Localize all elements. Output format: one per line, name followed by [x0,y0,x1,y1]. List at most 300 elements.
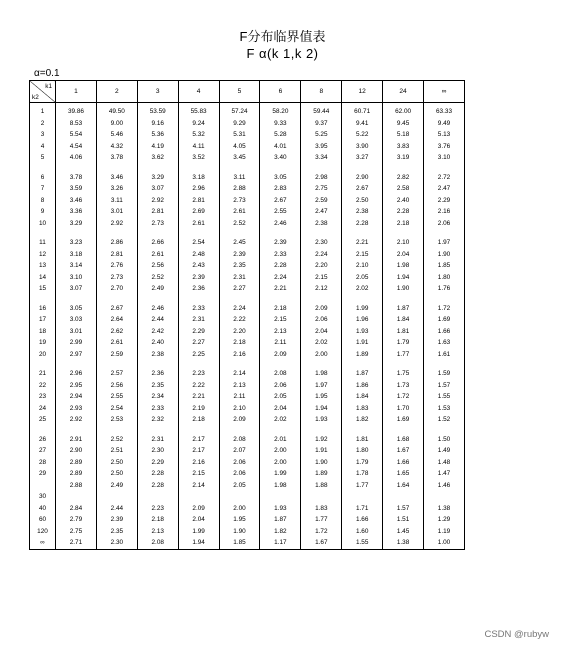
spacer-cell [424,229,465,237]
spacer-cell [96,229,137,237]
table-cell: 1.87 [342,368,383,380]
table-cell: 5.32 [178,129,219,141]
table-cell: 2.54 [96,403,137,415]
table-cell: 3.52 [178,152,219,164]
table-cell: 1.90 [424,249,465,261]
table-cell: 2.73 [96,272,137,284]
table-cell: 2.22 [178,380,219,392]
table-cell: 2.61 [178,218,219,230]
table-cell: 2.08 [260,368,301,380]
table-cell: 1.69 [424,314,465,326]
table-cell: 3.29 [56,218,97,230]
table-cell: 2.29 [424,195,465,207]
table-cell [219,491,260,503]
table-cell: 2.19 [178,403,219,415]
table-cell: 2.24 [301,249,342,261]
table-cell: 2.09 [301,303,342,315]
table-row [30,349,465,361]
table-row [30,445,465,457]
table-cell: 3.45 [219,152,260,164]
table-cell: 2.73 [219,195,260,207]
table-cell: 2.96 [178,183,219,195]
table-cell: 2.04 [383,249,424,261]
table-cell: 2.89 [56,468,97,480]
table-cell: 2.96 [56,368,97,380]
table-cell: 1.85 [424,260,465,272]
table-cell: 2.07 [219,445,260,457]
table-cell: 2.01 [260,434,301,446]
table-cell: 2.05 [260,391,301,403]
spacer-cell [137,229,178,237]
table-cell: 2.08 [219,434,260,446]
table-cell: 2.30 [301,237,342,249]
table-cell: 1.90 [219,526,260,538]
table-cell: 63.33 [424,103,465,118]
table-cell: 1.46 [424,480,465,492]
table-cell: 2.10 [383,237,424,249]
table-cell: 2.79 [56,514,97,526]
spacer-cell [424,360,465,368]
table-cell: 3.78 [56,172,97,184]
table-cell: 2.27 [178,337,219,349]
table-cell: 2.52 [137,272,178,284]
table-cell: 1.93 [260,503,301,515]
table-cell: 1.38 [424,503,465,515]
spacer-cell [30,164,56,172]
table-cell: 2.05 [219,480,260,492]
row-header-k2: 23 [30,391,56,403]
table-cell: 9.33 [260,118,301,130]
table-cell: 2.81 [96,249,137,261]
table-cell: 1.17 [260,537,301,549]
table-cell: 1.79 [383,337,424,349]
row-header-k2: ∞ [30,537,56,549]
table-row [30,457,465,469]
table-cell: 1.90 [383,283,424,295]
spacer-cell [96,426,137,434]
table-cell: 2.10 [219,403,260,415]
spacer-cell [219,426,260,434]
table-row [30,249,465,261]
table-cell: 3.01 [96,206,137,218]
table-cell: 2.16 [178,457,219,469]
table-cell: 2.59 [301,195,342,207]
spacer-cell [342,164,383,172]
table-cell: 2.98 [301,172,342,184]
table-cell: 2.28 [342,218,383,230]
table-cell: 2.09 [260,349,301,361]
row-header-k2: 120 [30,526,56,538]
table-cell: 9.16 [137,118,178,130]
spacer-cell [383,360,424,368]
spacer-cell [424,426,465,434]
table-cell: 2.52 [96,434,137,446]
spacer-cell [178,295,219,303]
table-row [30,195,465,207]
spacer-cell [301,164,342,172]
table-cell: 1.91 [301,445,342,457]
table-cell: 2.38 [342,206,383,218]
table-row [30,403,465,415]
table-cell: 2.11 [260,337,301,349]
alpha-label: α=0.1 [34,68,60,79]
table-cell: 2.69 [178,206,219,218]
table-cell: 1.72 [301,526,342,538]
table-cell: 2.94 [56,391,97,403]
spacer-cell [56,360,97,368]
table-cell: 2.88 [56,480,97,492]
table-cell: 2.40 [383,195,424,207]
table-cell: 2.35 [96,526,137,538]
table-cell: 1.78 [342,468,383,480]
table-cell: 1.82 [342,414,383,426]
spacer-cell [383,426,424,434]
table-cell: 3.07 [137,183,178,195]
table-row [30,129,465,141]
table-cell: 3.59 [56,183,97,195]
row-header-k2: 20 [30,349,56,361]
table-cell: 1.70 [383,403,424,415]
table-cell: 2.50 [342,195,383,207]
table-header-row [30,81,465,103]
spacer-cell [260,426,301,434]
table-cell: 1.85 [219,537,260,549]
table-cell [342,491,383,503]
row-header-k2: 13 [30,260,56,272]
table-row [30,152,465,164]
table-spacer-row [30,360,465,368]
table-row [30,368,465,380]
table-cell: 1.51 [383,514,424,526]
table-cell: 2.51 [96,445,137,457]
spacer-cell [56,426,97,434]
table-cell: 2.59 [96,349,137,361]
spacer-cell [96,295,137,303]
table-cell: 2.15 [301,272,342,284]
spacer-cell [30,295,56,303]
spacer-cell [383,229,424,237]
table-cell: 2.83 [260,183,301,195]
table-cell: 2.18 [178,414,219,426]
table-cell: 3.05 [56,303,97,315]
table-cell: 1.00 [424,537,465,549]
table-cell: 1.94 [178,537,219,549]
table-spacer-row [30,295,465,303]
table-cell: 3.46 [56,195,97,207]
table-cell: 9.00 [96,118,137,130]
table-cell: 1.94 [301,403,342,415]
row-header-k2: 29 [30,468,56,480]
table-row [30,337,465,349]
table-cell: 2.30 [96,537,137,549]
table-cell: 2.56 [96,380,137,392]
table-cell: 3.90 [342,141,383,153]
row-header-k2: 3 [30,129,56,141]
table-cell: 3.78 [96,152,137,164]
table-cell: 2.81 [178,195,219,207]
table-cell: 2.67 [96,303,137,315]
table-cell: 2.88 [219,183,260,195]
spacer-cell [96,164,137,172]
table-cell: 1.99 [178,526,219,538]
table-cell: 3.26 [96,183,137,195]
table-cell: 2.42 [137,326,178,338]
table-row [30,103,465,118]
table-cell: 2.14 [219,368,260,380]
table-cell: 2.49 [96,480,137,492]
spacer-cell [383,295,424,303]
table-cell: 1.92 [301,434,342,446]
row-header-k2: 21 [30,368,56,380]
table-cell: 2.13 [219,380,260,392]
table-cell: 9.49 [424,118,465,130]
row-header-k2: 60 [30,514,56,526]
table-cell: 2.53 [96,414,137,426]
table-cell: 2.17 [178,445,219,457]
table-cell: 2.82 [383,172,424,184]
table-cell [301,491,342,503]
spacer-cell [260,360,301,368]
table-row [30,380,465,392]
table-cell: 3.03 [56,314,97,326]
table-cell: 1.67 [383,445,424,457]
row-header-k2: 12 [30,249,56,261]
table-cell: 4.01 [260,141,301,153]
table-cell: 2.71 [56,537,97,549]
table-cell: 2.35 [137,380,178,392]
table-cell: 2.38 [301,218,342,230]
table-cell: 2.23 [137,503,178,515]
table-cell: 1.98 [383,260,424,272]
table-cell: 5.13 [424,129,465,141]
table-cell: 9.29 [219,118,260,130]
table-cell: 4.06 [56,152,97,164]
table-cell: 2.46 [260,218,301,230]
table-cell: 1.52 [424,414,465,426]
table-cell: 2.00 [260,445,301,457]
table-cell: 2.33 [260,249,301,261]
table-cell: 2.31 [178,314,219,326]
table-cell: 1.77 [383,349,424,361]
page-title: F分布临界值表 [239,29,326,44]
table-row [30,272,465,284]
table-cell: 3.27 [342,152,383,164]
table-cell: 2.92 [137,195,178,207]
table-cell: 2.02 [342,283,383,295]
spacer-cell [56,295,97,303]
row-header-k2: 4 [30,141,56,153]
table-cell: 3.14 [56,260,97,272]
table-cell: 2.06 [301,314,342,326]
table-cell: 1.66 [342,514,383,526]
row-header-k2: 27 [30,445,56,457]
table-cell: 1.81 [383,326,424,338]
table-cell: 3.18 [178,172,219,184]
table-cell: 1.89 [342,349,383,361]
watermark: CSDN @rubyw [484,629,549,640]
table-cell: 8.53 [56,118,97,130]
table-cell: 1.49 [424,445,465,457]
table-cell: 1.95 [301,391,342,403]
table-cell: 1.67 [301,537,342,549]
row-header-k2: 15 [30,283,56,295]
table-cell: 3.40 [260,152,301,164]
table-cell: 2.36 [137,368,178,380]
table-cell: 1.80 [342,445,383,457]
table-cell: 2.46 [137,303,178,315]
table-cell: 5.25 [301,129,342,141]
table-cell: 1.87 [260,514,301,526]
table-cell: 1.98 [301,368,342,380]
table-cell: 2.24 [260,272,301,284]
table-cell: 2.00 [301,349,342,361]
table-cell: 2.06 [260,380,301,392]
table-cell: 2.61 [137,249,178,261]
table-cell: 2.92 [96,218,137,230]
table-row [30,237,465,249]
table-cell: 2.36 [178,283,219,295]
table-spacer-row [30,229,465,237]
table-row [30,468,465,480]
row-header-k2: 5 [30,152,56,164]
table-cell: 1.79 [342,457,383,469]
table-cell: 3.83 [383,141,424,153]
table-cell: 2.33 [137,403,178,415]
table-cell: 2.11 [219,391,260,403]
table-cell: 2.30 [137,445,178,457]
table-cell: 3.07 [56,283,97,295]
table-cell: 2.20 [301,260,342,272]
table-cell: 2.16 [219,349,260,361]
table-cell: 4.11 [178,141,219,153]
table-cell: 5.36 [137,129,178,141]
table-cell: 2.76 [96,260,137,272]
table-cell: 2.20 [219,326,260,338]
table-cell: 2.91 [56,434,97,446]
table-cell: 59.44 [301,103,342,118]
table-cell: 2.34 [137,391,178,403]
spacer-cell [342,229,383,237]
table-cell: 2.06 [424,218,465,230]
table-cell: 2.17 [178,434,219,446]
table-cell: 1.96 [342,314,383,326]
table-cell: 1.80 [424,272,465,284]
table-cell: 1.93 [342,326,383,338]
spacer-cell [178,164,219,172]
table-row [30,480,465,492]
table-cell: 2.14 [178,480,219,492]
table-cell: 2.89 [56,457,97,469]
table-cell: 3.10 [424,152,465,164]
table-cell: 3.29 [137,172,178,184]
table-cell: 2.50 [96,457,137,469]
spacer-cell [96,360,137,368]
table-cell: 2.02 [260,414,301,426]
spacer-cell [56,229,97,237]
column-header: 1 [56,81,97,103]
spacer-cell [30,229,56,237]
table-cell: 2.15 [178,468,219,480]
table-cell: 3.34 [301,152,342,164]
table-cell: 1.38 [383,537,424,549]
table-cell: 2.44 [96,503,137,515]
table-cell: 2.39 [178,272,219,284]
table-cell: 1.61 [424,349,465,361]
column-header: 12 [342,81,383,103]
row-header-k2: 8 [30,195,56,207]
table-cell: 2.28 [260,260,301,272]
row-header-k2: 40 [30,503,56,515]
table-cell: 2.29 [137,457,178,469]
table-row [30,326,465,338]
table-cell: 1.89 [301,468,342,480]
spacer-cell [424,295,465,303]
table-cell: 1.75 [383,368,424,380]
table-cell: 49.50 [96,103,137,118]
table-cell: 1.45 [383,526,424,538]
table-cell: 1.73 [383,380,424,392]
table-cell: 1.69 [383,414,424,426]
spacer-cell [383,164,424,172]
table-cell: 1.65 [383,468,424,480]
table-cell: 1.64 [383,480,424,492]
table-cell: 1.60 [342,526,383,538]
table-cell: 2.62 [96,326,137,338]
table-cell: 2.73 [137,218,178,230]
table-row [30,260,465,272]
column-header: ∞ [424,81,465,103]
table-cell: 2.00 [219,503,260,515]
table-cell: 2.31 [219,272,260,284]
table-cell: 1.94 [383,272,424,284]
spacer-cell [178,426,219,434]
table-cell: 1.47 [424,468,465,480]
table-cell: 2.58 [383,183,424,195]
table-cell: 1.66 [383,457,424,469]
table-cell: 3.18 [56,249,97,261]
table-cell: 1.98 [260,480,301,492]
spacer-cell [137,164,178,172]
table-cell: 2.93 [56,403,97,415]
table-row [30,118,465,130]
table-cell: 1.77 [301,514,342,526]
row-header-k2: 18 [30,326,56,338]
table-cell: 2.18 [383,218,424,230]
table-cell: 9.37 [301,118,342,130]
table-cell: 2.97 [56,349,97,361]
spacer-cell [178,360,219,368]
table-cell: 2.99 [56,337,97,349]
table-cell: 5.28 [260,129,301,141]
table-row [30,537,465,549]
table-cell: 4.54 [56,141,97,153]
table-cell: 1.19 [424,526,465,538]
table-cell: 2.49 [137,283,178,295]
table-cell: 1.97 [301,380,342,392]
table-cell [383,491,424,503]
table-cell: 2.67 [342,183,383,195]
spacer-cell [30,426,56,434]
table-spacer-row [30,164,465,172]
table-cell: 2.13 [260,326,301,338]
table-cell: 2.55 [260,206,301,218]
table-row [30,434,465,446]
table-cell: 1.59 [424,368,465,380]
table-cell: 3.11 [219,172,260,184]
spacer-cell [424,164,465,172]
table-row [30,141,465,153]
table-cell: 5.18 [383,129,424,141]
